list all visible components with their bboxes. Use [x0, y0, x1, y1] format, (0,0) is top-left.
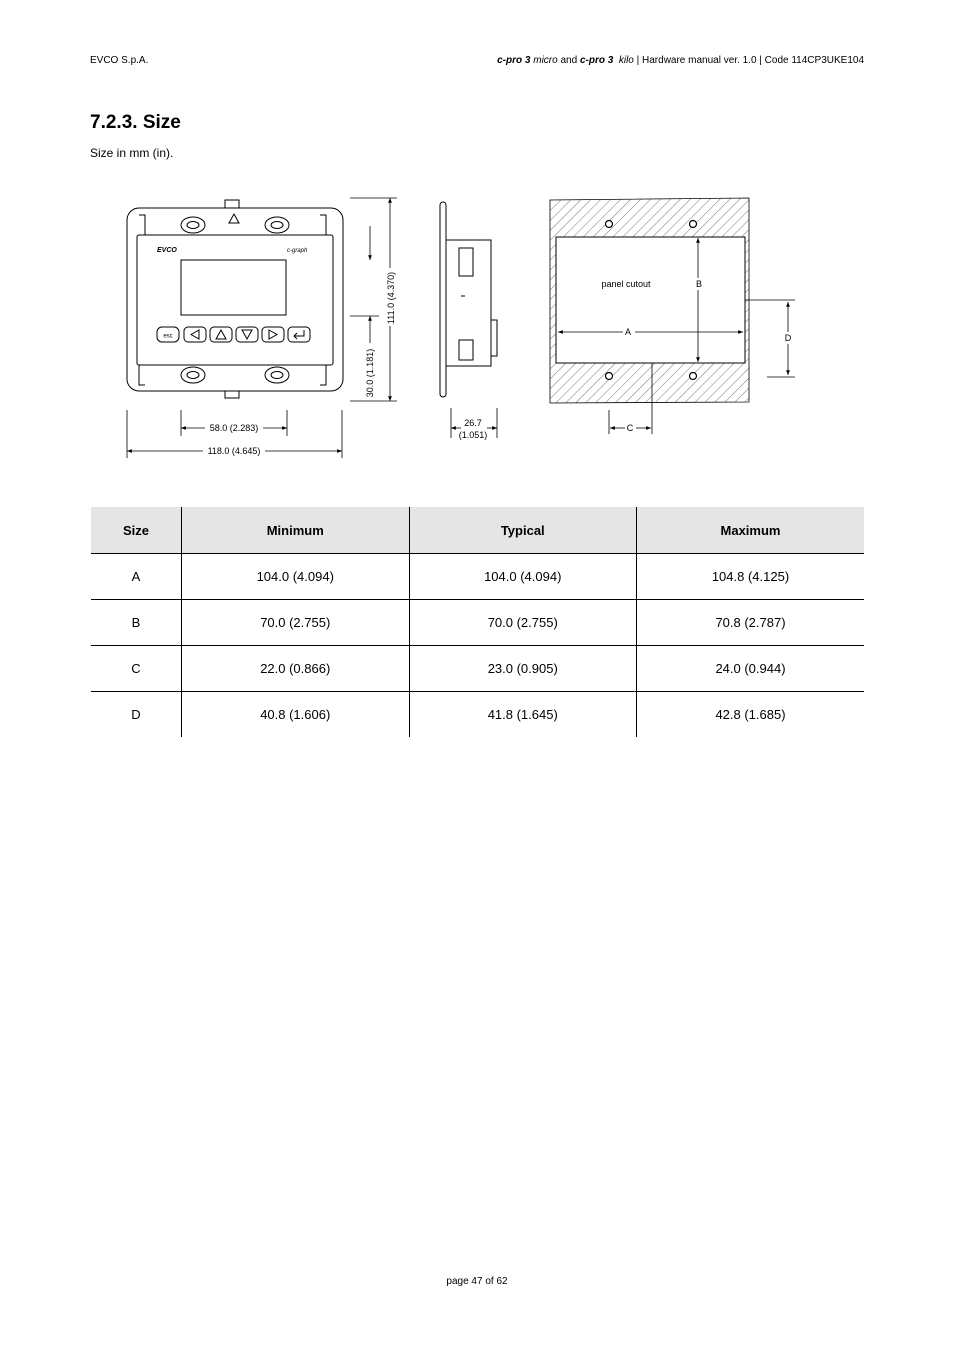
panel-cutout-view: [550, 198, 795, 434]
header-and: and: [560, 55, 578, 66]
esc-key-label: esc: [163, 333, 173, 340]
table-cell: 23.0 (0.905): [409, 646, 637, 692]
header-company: EVCO S.p.A.: [90, 55, 149, 66]
enter-key: [288, 327, 310, 342]
dim-depth-mm: 26.7: [464, 418, 482, 428]
table-cell: 70.0 (2.755): [409, 600, 637, 646]
header-product-b: c-pro 3: [579, 55, 614, 66]
front-brand: EVCO: [157, 247, 177, 254]
table-cell: B: [91, 600, 182, 646]
table-cell: 24.0 (0.944): [637, 646, 865, 692]
cutout-rect: [556, 237, 745, 363]
dim-width-total: 118.0 (4.645): [207, 446, 261, 456]
column-header: Minimum: [182, 507, 410, 554]
table-cell: 104.0 (4.094): [409, 554, 637, 600]
front-display: [181, 260, 286, 315]
right-arrow-icon: [269, 330, 277, 339]
dim-height-total: 111.0 (4.370): [386, 271, 396, 325]
table-cell: 104.0 (4.094): [182, 554, 410, 600]
table-cell: 70.8 (2.787): [637, 600, 865, 646]
left-arrow-icon: [191, 330, 199, 339]
front-view: [127, 200, 343, 398]
side-view: [440, 202, 497, 397]
table-row: [91, 646, 864, 692]
size-table: [91, 507, 864, 737]
section-title: 7.2.3. Size: [90, 112, 181, 133]
table-row: [91, 554, 864, 600]
dim-label-c: C: [626, 423, 634, 433]
dim-label-b: B: [695, 279, 703, 289]
left-key: [184, 327, 206, 342]
table-cell: 42.8 (1.685): [637, 692, 865, 738]
table-cell: A: [91, 554, 182, 600]
table-cell: 40.8 (1.606): [182, 692, 410, 738]
header-product-a: c-pro 3: [497, 55, 531, 66]
dim-height-lower: 30.0 (1.181): [365, 348, 375, 398]
header-product-b-variant: kilo: [618, 55, 634, 66]
column-header: Size: [91, 507, 182, 554]
table-header-row: [91, 507, 864, 554]
table-cell: 41.8 (1.645): [409, 692, 637, 738]
header-document-info: [497, 55, 864, 66]
front-model: c-graph: [287, 248, 308, 254]
up-arrow-icon: [216, 330, 226, 339]
cutout-label: panel cutout: [601, 279, 651, 289]
right-key: [262, 327, 284, 342]
header-manual-code: | Hardware manual ver. 1.0 | Code 114CP3UKE104: [636, 55, 864, 66]
header-product-a-variant: micro: [533, 55, 558, 66]
dim-label-d: D: [784, 333, 792, 343]
table-cell: C: [91, 646, 182, 692]
page-number: page 47 of 62: [446, 1276, 508, 1287]
up-triangle-icon: [229, 214, 239, 223]
table-cell: 70.0 (2.755): [182, 600, 410, 646]
table-row: [91, 600, 864, 646]
column-header: Typical: [409, 507, 637, 554]
section-subtitle: Size in mm (in).: [90, 146, 174, 160]
table-cell: D: [91, 692, 182, 738]
down-arrow-icon: [242, 330, 252, 339]
dimension-drawing: [115, 190, 795, 465]
column-header: Maximum: [637, 507, 865, 554]
front-panel: [137, 235, 333, 365]
enter-icon: [294, 330, 304, 339]
dim-label-a: A: [624, 327, 632, 337]
dim-width-inner: 58.0 (2.283): [209, 423, 259, 433]
dim-depth-in: (1.051): [458, 430, 488, 440]
table-cell: 104.8 (4.125): [637, 554, 865, 600]
table-row: [91, 692, 864, 738]
table-cell: 22.0 (0.866): [182, 646, 410, 692]
